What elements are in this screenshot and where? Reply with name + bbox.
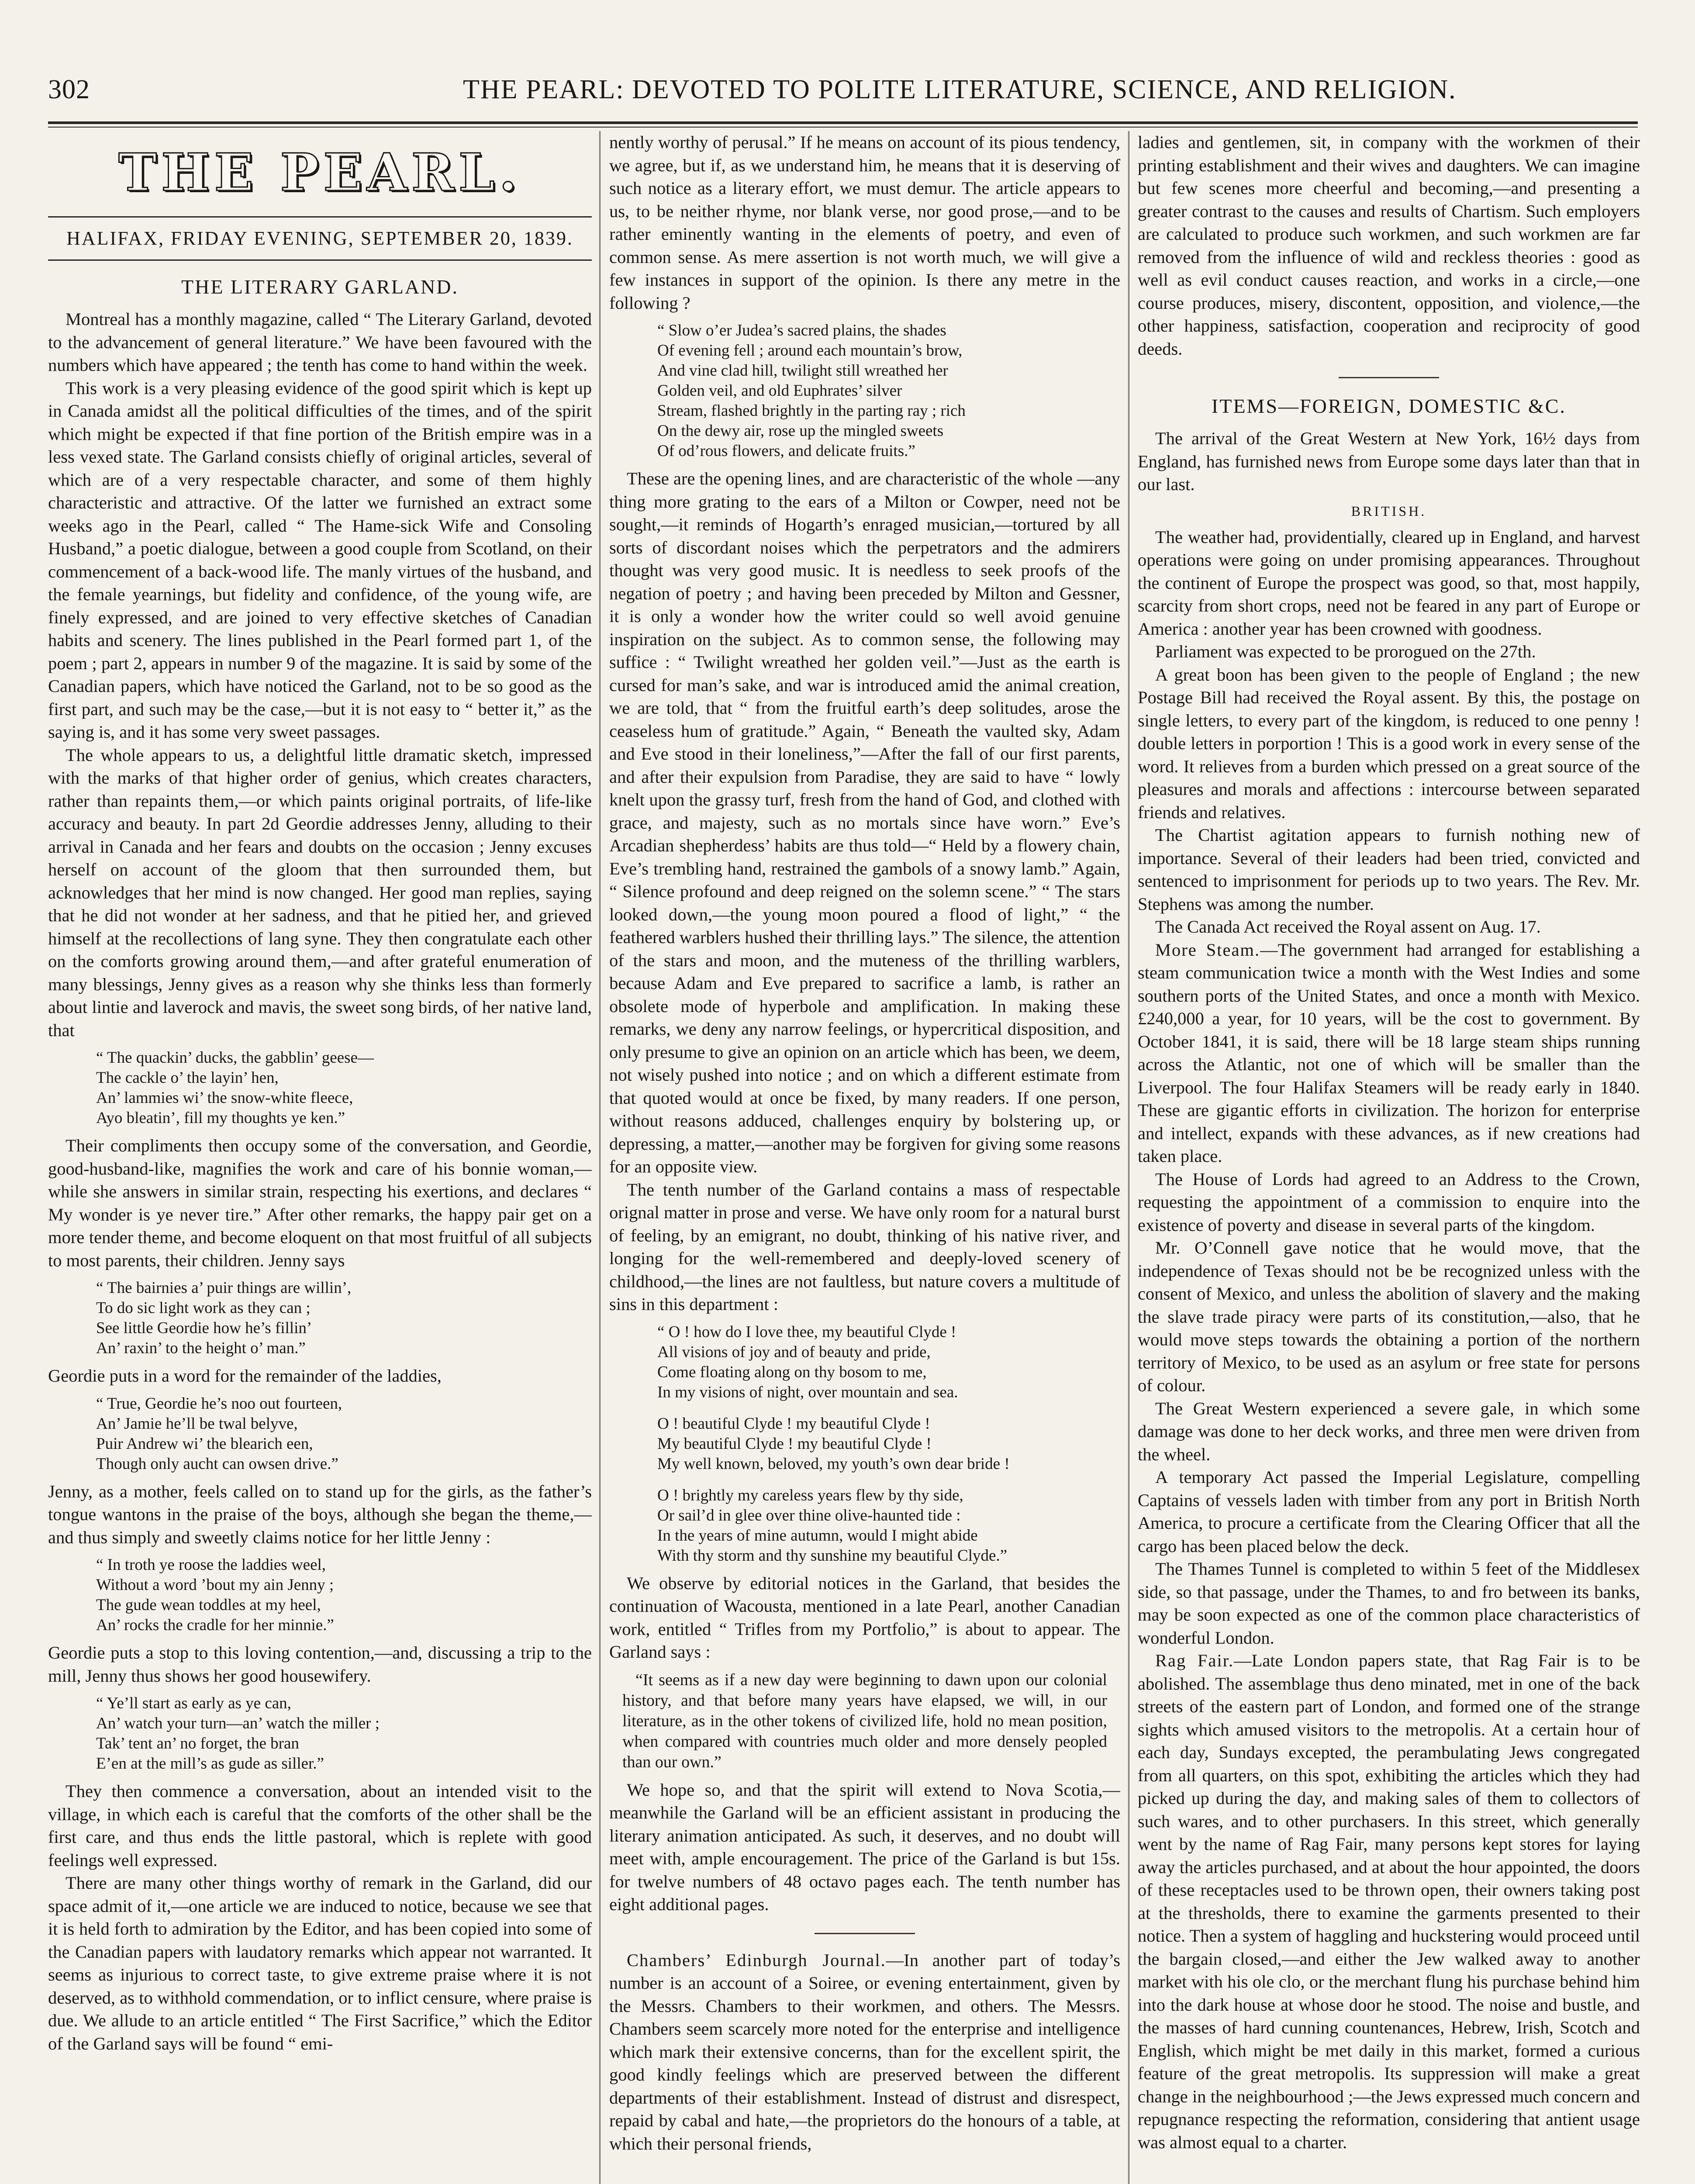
paragraph-lead: Chambers’ Edinburgh Journal. [627, 1950, 886, 1970]
paragraph: A temporary Act passed the Imperial Legislature, compelling Captains of vessels laden with timber from any port in British North America, to procure a certificate from the Clearing Officer that all the cargo has been placed below the deck. [1138, 1467, 1640, 1556]
paragraph: They then commence a conversation, about an intended visit to the village, in which each is careful that the comforts of the other shall be the first care, and thus ends the little pastoral, which is replete with good feelings well expressed. [48, 1781, 592, 1870]
verse-line: “ The quackin’ ducks, the gabblin’ geese— [96, 1049, 374, 1067]
verse-line: Without a word ’bout my ain Jenny ; [96, 1576, 334, 1594]
verse-line: An’ raxin’ to the height o’ man.” [96, 1339, 306, 1357]
verse-line: The cackle o’ the layin’ hen, [96, 1069, 279, 1087]
verse-stanza [48, 1555, 592, 1635]
running-head [48, 74, 1638, 114]
verse-line: On the dewy air, rose up the mingled sweets [657, 422, 944, 440]
verse-line: An’ Jamie he’ll be twal belyve, [96, 1414, 298, 1433]
paragraph: The House of Lords had agreed to an Address to the Crown, requesting the appointment of a commission to enquire into the existence of poverty and disease in several parts of the kingdom. [1138, 1169, 1640, 1235]
verse-line: Come floating along on thy bosom to me, [657, 1363, 927, 1381]
paragraph: The Thames Tunnel is completed to within 5 feet of the Middlesex side, so that passage, under the Thames, to and fro between its banks, may be soon expected as one of the common place characteristics of wonderful London. [1138, 1559, 1640, 1648]
column-rule [1128, 131, 1129, 2184]
paragraph: Jenny, as a mother, feels called on to stand up for the girls, as the father’s tongue wantons in the praise of the boys, although she began the theme,—and thus simply and sweetly claims notice for her little Jenny : [48, 1481, 592, 1547]
paragraph-body: —Late London papers state, that Rag Fair is to be abolished. The assemblage thus deno minated, met in one of the back streets of the eastern part of London, and formed one of the strange sights which amused visitors to the metropolis. At a certain hour of each day, Sundays excepted, the perambulating Jews congregated from all quarters, on this spot, exhibiting the articles which they had picked up during the day, and making sales of them to collectors of such wares, and to other purchasers. In this street, which generally went by the name of Rag Fair, many persons kept stores for laying away the articles purchased, and at about the hour appointed, the doors of these receptacles used to be thrown open, their owners taking post at the thresholds, there to examine the garments presented to their notice. Then a system of haggling and huckstering would proceed until the bargain closed,—and either the Jew walked away to another market with his ole clo, or the merchant flung his purchase behind him into the dark house at whose door he stood. The noise and bustle, and the masses of hard cunning countenances, Hebrew, Irish, Scotch and English, which might be met daily in this market, formed a curious feature of the great metropolis. Its suppression will make a great change in the neighbourhood ;—the Jews expressed much concern and repugnance respecting the reformation, considering that antient usage was almost equal to a charter. [1138, 1651, 1640, 2152]
verse-line: Puir Andrew wi’ the blearich een, [96, 1434, 313, 1453]
verse-line: Though only aucht can owsen drive.” [96, 1455, 338, 1473]
verse-line: “ True, Geordie he’s noo out fourteen, [96, 1394, 342, 1413]
verse-line: “ In troth ye roose the laddies weel, [96, 1556, 326, 1574]
paragraph: The arrival of the Great Western at New York, 16½ days from England, has furnished news from Europe some days later than that in our last. [1138, 429, 1640, 494]
column-rule [599, 131, 601, 2184]
verse-line: “ Slow o’er Judea’s sacred plains, the shades [657, 321, 946, 339]
verse-line: E’en at the mill’s as gude as siller.” [96, 1755, 324, 1773]
stanza-gap [657, 1474, 1120, 1486]
verse-line: Or sail’d in glee over thine olive-haunted tide : [657, 1506, 961, 1524]
paragraph: Montreal has a monthly magazine, called “ The Literary Garland, devoted to the advancement of general literature.” We have been favoured with the numbers which have appeared ; the tenth has come to hand within the week. [48, 309, 592, 375]
paragraph: Geordie puts a stop to this loving contention,—and, discussing a trip to the mill, Jenny thus shows her good housewifery. [48, 1643, 592, 1686]
paragraph: The weather had, providentially, cleared up in England, and harvest operations were going on under promising appearances. Throughout the continent of Europe the prospect was good, so that, most happily, scarcity from short crops, need not be feared in any part of Europe or America : another year has been crowned with goodness. [1138, 527, 1640, 639]
verse-line: Ayo bleatin’, fill my thoughts ye ken.” [96, 1109, 345, 1127]
verse-stanza [609, 321, 1120, 461]
paragraph: The whole appears to us, a delightful little dramatic sketch, impressed with the marks of that higher order of genius, which creates characters, rather than repaints them,—or which paints original portraits, of life-like accuracy and beauty. In part 2d Geordie addresses Jenny, alluding to their arrival in Canada and her fears and doubts on the occasion ; Jenny excuses herself on account of the gloom that then surrounded them, but acknowledges that her mind is now changed. Her good man replies, saying that he did not wonder at her sadness, and that he pitied her, and grieved himself at the recollections of lang syne. They then congratulate each other on the comforts growing around them,—and after grateful enumeration of many blessings, Jenny gives as a reason why she thinks less than formerly about lintie and laverock and mavis, the sweet song birds, of her native land, that [48, 745, 592, 1040]
verse-line: Golden veil, and old Euphrates’ silver [657, 382, 902, 400]
paragraph: A great boon has been given to the people of England ; the new Postage Bill had received the Royal assent. By this, the postage on single letters, to every part of the kingdom, is reduced to one penny ! double letters in porportion ! This is a good work in every sense of the word. It relieves from a burden which pressed on a great source of the pleasures and morals and affections : intercourse between separated friends and relatives. [1138, 664, 1640, 822]
verse-stanza [48, 1278, 592, 1358]
column-3 [1138, 131, 1640, 2184]
section-separator [815, 1933, 915, 1934]
verse-line: “ Ye’ll start as early as ye can, [96, 1694, 291, 1712]
paragraph-lead: More Steam. [1155, 940, 1260, 960]
paragraph-rag-fair [1138, 1649, 1640, 2154]
verse-line: Stream, flashed brightly in the parting ray ; rich [657, 402, 966, 420]
verse-line: An’ lammies wi’ the snow-white fleece, [96, 1089, 353, 1107]
verse-line: My well known, beloved, my youth’s own dear bride ! [657, 1455, 1010, 1473]
article-heading: THE LITERARY GARLAND. [181, 276, 459, 298]
paragraph: We hope so, and that the spirit will extend to Nova Scotia,—meanwhile the Garland will be an efficient assistant in producing the literary animation anticipated. As such, it deserves, and no doubt will meet with, ample encouragement. The price of the Garland is but 15s. for twelve numbers of 48 octavo pages each. The tenth number has eight additional pages. [609, 1780, 1120, 1914]
verse-stanza [48, 1048, 592, 1128]
paragraph-body: —The government had arranged for establishing a steam communication twice a month with the West Indies and some southern ports of the United States, and once a month with Mexico. £240,000 a year, for 10 years, will be the cost to government. By October 1841, it is said, there will be 18 large steam ships running across the Atlantic, not one of which will be smaller than the Liverpool. The four Halifax Steamers will be ready early in 1840. These are gigantic efforts in civilization. The horizon for enterprise and intellect, expands with these advances, as if new creations had taken place. [1138, 940, 1640, 1166]
verse-line: In the years of mine autumn, would I might abide [657, 1526, 978, 1545]
verse-line: With thy storm and thy sunshine my beautiful Clyde.” [657, 1546, 1008, 1565]
paragraph-body: —In another part of today’s number is an account of a Soiree, or evening entertainment, given by the Messrs. Chambers to their workmen, and others. The Messrs. Chambers seem scarcely more noted for the enterprise and intelligence which mark their extensive concerns, than for the excellent spirit, the good kindly feelings which are preserved between the different departments of their establishment. Instead of distrust and disrespect, repaid by cabal and hate,—the proprietors do the honours of a table, at which their personal friends, [609, 1950, 1120, 2153]
paragraph: The Chartist agitation appears to furnish nothing new of importance. Several of their leaders had been tried, convicted and sentenced to imprisonment for periods up to two years. The Rev. Mr. Stephens was among the number. [1138, 825, 1640, 914]
verse-line: And vine clad hill, twilight still wreathed her [657, 362, 948, 380]
verse-line: See little Geordie how he’s fillin’ [96, 1319, 312, 1337]
page-number: 302 [48, 75, 90, 104]
verse-stanza [48, 1394, 592, 1474]
masthead-title: THE PEARL. [118, 142, 521, 203]
dateline: HALIFAX, FRIDAY EVENING, SEPTEMBER 20, 1839. [48, 216, 592, 261]
paragraph-chambers [609, 1949, 1120, 2156]
paragraph: ladies and gentlemen, sit, in company with the workmen of their printing establishment and their wives and daughters. We can imagine but few scenes more cheerful and becoming,—and presenting a greater contrast to the causes and results of Chartism. Such employers are calculated to produce such workmen, and such workmen are far removed from the influence of wild and reckless theories : good as well as evil conduct causes reaction, and works in a circle,—one course produces, misery, discontent, opposition, and violence,—the other happiness, satisfaction, cooperation and reciprocity of good deeds. [1138, 132, 1640, 359]
paragraph: The tenth number of the Garland contains a mass of respectable orignal matter in prose and verse. We have only room for a natural burst of feeling, by an emigrant, no doubt, thinking of his native river, and longing for the well-remembered and deeply-loved scenery of childhood,—the lines are not faultless, but nature covers a multitude of sins in this department : [609, 1179, 1120, 1314]
verse-line: Tak’ tent an’ no forget, the bran [96, 1735, 299, 1752]
column-1 [48, 131, 592, 2184]
running-title: THE PEARL: DEVOTED TO POLITE LITERATURE, SCIENCE, AND RELIGION. [463, 75, 1457, 104]
paragraph: The Canada Act received the Royal assent on Aug. 17. [1155, 917, 1541, 936]
verse-line: Of evening fell ; around each mountain’s brow, [657, 342, 963, 359]
paragraph: These are the opening lines, and are characteristic of the whole —any thing more grating to the ears of a Milton or Cowper, need not be sought,—it reminds of Hogarth’s enraged musician,—tortured by all sorts of discordant noises which the perpetrators and the admirers thought was very good music. It is needless to seek proofs of the negation of poetry ; and having been preceded by Milton and Gessner, it is only a wonder how the writer could so well avoid genuine inspiration on the subject. As to common sense, the following may suffice : “ Twilight wreathed her golden veil.”—Just as the earth is cursed for man’s sake, and war is introduced amid the animal creation, we are told, that “ from the fruitful earth’s deep solitudes, arose the ceaseless hum of gratitude.” Again, “ Beneath the vaulted sky, Adam and Eve stood in their loneliness,”—After the fall of our first parents, and after their expulsion from Paradise, they are said to have “ lowly knelt upon the grassy turf, fresh from the hand of God, and clothed with grace, and majesty, such as no mortals since have worn.” Eve’s Arcadian shepherdess’ habits are thus told—“ Held by a flowery chain, Eve’s trembling hand, restrained the gambols of a snowy lamb.” Again, “ Silence profound and deep reigned on the solemn scene.” “ The stars looked down,—the young moon poured a flood of light,” “ the feathered warblers hushed their thrilling lays.” The silence, the attention of the stars and moon, and the muteness of the thrilling warblers, because Adam and Eve prepared to sacrifice a lamb, is rather an obsolete mode of hyperbole and amplification. In making these remarks, we deny any narrow feelings, or hypercritical disposition, and only presume to give an opinion on an article which has been, we deem, not wisely pushed into notice ; and on which a different estimate from that quoted would at once be fixed, by many readers. If one person, without reasons adduced, challenges enquiry by bolstering up, or depressing, a matter,—another may be forgiven for giving some reasons for an opposite view. [609, 469, 1120, 1176]
block-quote: “It seems as if a new day were beginning to dawn upon our colonial history, and that before many years have elapsed, we will, in our literature, as in the other tokens of civilized life, hold no mean position, when compared with countries much older and more densely peopled than our own.” [622, 1670, 1107, 1771]
verse-line: To do sic light work as they can ; [96, 1299, 311, 1317]
verse-poem-clyde [609, 1322, 1120, 1566]
paragraph: nently worthy of perusal.” If he means on account of its pious tendency, we agree, but if, as we understand him, he means that it is deserving of such notice as a literary effort, we must demur. The article appears to us, to be neither rhyme, nor blank verse, nor good prose,—and to be rather eminently wanting in the elements of poetry, and even of common sense. As mere assertion is not worth much, we will give a few instances in support of the opinion. Is there any metre in the following ? [609, 132, 1120, 313]
verse-line: The gude wean toddles at my heel, [96, 1596, 321, 1614]
verse-line: O ! beautiful Clyde ! my beautiful Clyde ! [657, 1414, 930, 1433]
verse-line: “ The bairnies a’ puir things are willin’, [96, 1279, 352, 1297]
verse-line: Of od’rous flowers, and delicate fruits.” [657, 442, 915, 460]
stanza-gap [657, 1403, 1120, 1414]
verse-stanza [48, 1693, 592, 1774]
verse-line: An’ watch your turn—an’ watch the miller ; [96, 1714, 380, 1732]
paragraph: This work is a very pleasing evidence of the good spirit which is kept up in Canada amidst all the political difficulties of the times, and of the spirit which might be expected if that fine portion of the British empire was in a less vexed state. The Garland consists chiefly of original articles, several of which are of a very respectable character, and some of them highly characteristic and attractive. Of the latter we furnished an extract some weeks ago in the Pearl, called “ The Hame-sick Wife and Consoling Husband,” a poetic dialogue, between a good couple from Scotland, on their commencement of a back-wood life. The manly virtues of the husband, and the female yearnings, but fidelity and confidence, of the young wife, are finely expressed, and are joined to very effective sketches of Canadian habits and scenery. The lines published in the Pearl formed part 1, of the poem ; part 2, appears in number 9 of the magazine. It is said by some of the Canadian papers, which have noticed the Garland, not to be so good as the first part, and such may be the case,—but it is not easy to “ better it,” as the saying is, and it has some very sweet passages. [48, 378, 592, 742]
paragraph: The Great Western experienced a severe gale, in which some damage was done to her deck works, and three men were driven from the wheel. [1138, 1398, 1640, 1464]
column-2 [609, 131, 1120, 2184]
verse-line: An’ rocks the cradle for her minnie.” [96, 1616, 334, 1634]
verse-line: “ O ! how do I love thee, my beautiful Clyde ! [657, 1323, 956, 1341]
verse-line: O ! brightly my careless years flew by thy side, [657, 1486, 963, 1504]
paragraph: Geordie puts in a word for the remainder of the laddies, [48, 1366, 442, 1386]
header-rule [48, 121, 1638, 128]
paragraph: Mr. O’Connell gave notice that he would move, that the independence of Texas should not be be recognized unless with the consent of Mexico, and unless the abolition of slavery and the making the slave trade piracy were parts of its constitution,—also, that he would move steps towards the obtaining a portion of the northern territory of Mexico, to be used as an asylum or free state for persons of colour. [1138, 1238, 1640, 1395]
paragraph: We observe by editorial notices in the Garland, that besides the continuation of Wacousta, mentioned in a late Pearl, another Canadian work, entitled “ Trifles from my Portfolio,” is about to appear. The Garland says : [609, 1573, 1120, 1662]
paragraph: Parliament was expected to be prorogued on the 27th. [1155, 642, 1536, 661]
verse-line: My beautiful Clyde ! my beautiful Clyde ! [657, 1434, 932, 1453]
article-heading: ITEMS—FOREIGN, DOMESTIC &C. [1212, 395, 1566, 417]
paragraph-lead: Rag Fair. [1155, 1651, 1234, 1670]
verse-line: All visions of joy and of beauty and pride, [657, 1343, 931, 1361]
section-separator [1339, 377, 1439, 378]
paragraph: Their compliments then occupy some of the conversation, and Geordie, good-husband-like, magnifies the work and care of his bonnie woman,—while she answers in similar strain, respecting his exertions, and declares “ My wonder is ye never tire.” After other remarks, the happy pair get on a more tender theme, and become eloquent on that most fruitful of all subjects to most parents, their children. Jenny says [48, 1136, 592, 1270]
verse-line: In my visions of night, over mountain and sea. [657, 1383, 958, 1401]
paragraph: There are many other things worthy of remark in the Garland, did our space admit of it,—one article we are induced to notice, because we see that it is held forth to admiration by the Editor, and has been copied into some of the Canadian papers with laudatory remarks which appear not warranted. It seems as injurious to correct taste, to give extreme praise where it is not deserved, as to withhold commendation, or to inflict censure, where praise is due. We allude to an article entitled “ The First Sacrifice,” which the Editor of the Garland says will be found “ emi- [48, 1873, 592, 2053]
paragraph-more-steam [1138, 939, 1640, 1168]
section-subheading: BRITISH. [1351, 503, 1427, 519]
